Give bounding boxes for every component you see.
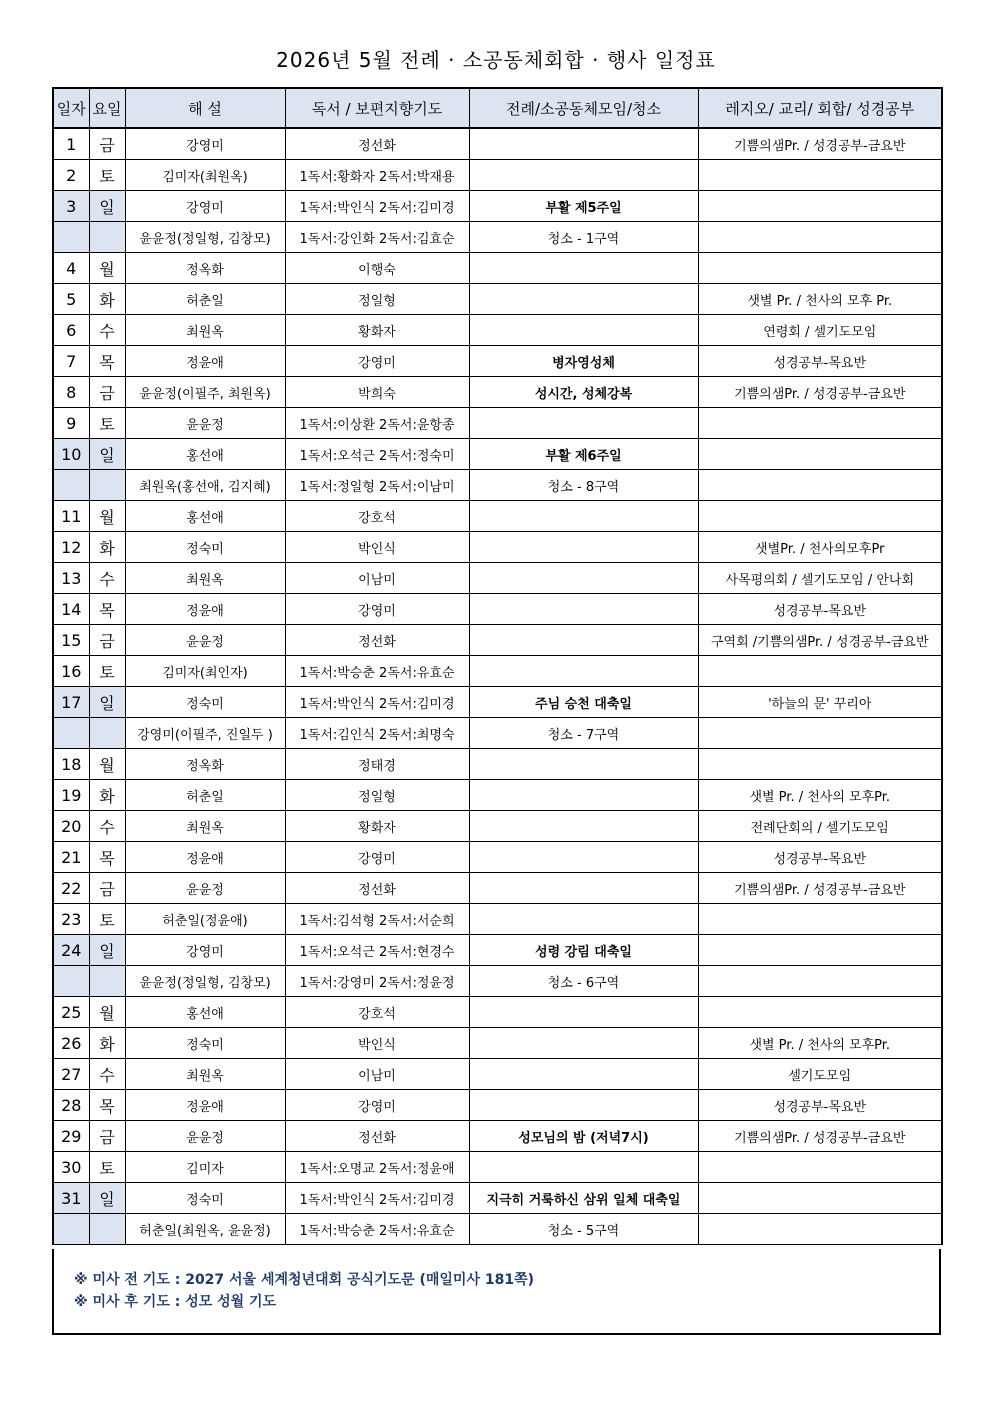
liturgy-cell <box>469 594 698 625</box>
weekday-cell <box>89 222 125 253</box>
prayer-after-mass: ※ 미사 후 기도 : 성모 성월 기도 <box>74 1294 277 1310</box>
date-cell: 5 <box>53 284 89 315</box>
readings-cell: 정선화 <box>285 873 469 904</box>
table-row <box>53 749 942 780</box>
legio-cell: 성경공부-목요반 <box>698 1090 942 1121</box>
table-row <box>53 346 942 377</box>
weekday-cell: 수 <box>89 1059 125 1090</box>
liturgy-cell <box>469 160 698 191</box>
readings-cell: 정선화 <box>285 1121 469 1152</box>
table-row <box>53 966 942 997</box>
date-cell: 10 <box>53 439 89 470</box>
liturgy-cell <box>469 1028 698 1059</box>
liturgy-cell <box>469 749 698 780</box>
table-row <box>53 1152 942 1183</box>
table-row <box>53 811 942 842</box>
weekday-cell: 토 <box>89 656 125 687</box>
commentary-cell: 강영미 <box>125 128 285 160</box>
legio-cell: 구역회 /기쁨의샘Pr. / 성경공부-금요반 <box>698 625 942 656</box>
legio-cell <box>698 253 942 284</box>
commentary-cell: 최원옥 <box>125 563 285 594</box>
weekday-cell: 월 <box>89 997 125 1028</box>
date-cell: 29 <box>53 1121 89 1152</box>
liturgy-cell <box>469 1059 698 1090</box>
liturgy-cell: 주님 승천 대축일 <box>469 687 698 718</box>
date-cell: 2 <box>53 160 89 191</box>
commentary-cell: 강영미 <box>125 935 285 966</box>
table-row <box>53 842 942 873</box>
legio-cell <box>698 935 942 966</box>
table-row <box>53 625 942 656</box>
legio-cell <box>698 997 942 1028</box>
weekday-cell <box>89 470 125 501</box>
date-cell: 1 <box>53 128 89 160</box>
liturgy-cell: 청소 - 8구역 <box>469 470 698 501</box>
commentary-cell: 최원옥(홍선애, 김지혜) <box>125 470 285 501</box>
commentary-cell: 정옥화 <box>125 253 285 284</box>
commentary-cell: 강영미(이필주, 진일두 ) <box>125 718 285 749</box>
commentary-cell: 정윤애 <box>125 594 285 625</box>
legio-cell: 기쁨의샘Pr. / 성경공부-금요반 <box>698 873 942 904</box>
date-cell: 11 <box>53 501 89 532</box>
date-cell: 26 <box>53 1028 89 1059</box>
commentary-cell: 허춘일 <box>125 780 285 811</box>
weekday-cell: 수 <box>89 315 125 346</box>
weekday-cell: 목 <box>89 594 125 625</box>
date-cell <box>53 1214 89 1245</box>
liturgy-cell <box>469 842 698 873</box>
date-cell: 31 <box>53 1183 89 1214</box>
legio-cell <box>698 222 942 253</box>
date-cell: 7 <box>53 346 89 377</box>
date-cell <box>53 470 89 501</box>
commentary-cell: 홍선애 <box>125 997 285 1028</box>
readings-cell: 황화자 <box>285 315 469 346</box>
table-row <box>53 687 942 718</box>
weekday-cell: 일 <box>89 1183 125 1214</box>
table-row <box>53 284 942 315</box>
liturgy-cell <box>469 873 698 904</box>
header-readings: 독서 / 보편지향기도 <box>285 88 469 128</box>
readings-cell: 1독서:강인화 2독서:김효순 <box>285 222 469 253</box>
commentary-cell: 윤윤정 <box>125 1121 285 1152</box>
commentary-cell: 정숙미 <box>125 1028 285 1059</box>
table-row <box>53 656 942 687</box>
table-row <box>53 904 942 935</box>
readings-cell: 정일형 <box>285 780 469 811</box>
weekday-cell: 월 <box>89 501 125 532</box>
liturgy-cell: 부활 제5주일 <box>469 191 698 222</box>
date-cell: 15 <box>53 625 89 656</box>
legio-cell: 성경공부-목요반 <box>698 594 942 625</box>
liturgy-cell <box>469 128 698 160</box>
legio-cell <box>698 749 942 780</box>
readings-cell: 1독서:김인식 2독서:최명숙 <box>285 718 469 749</box>
commentary-cell: 윤윤정 <box>125 408 285 439</box>
readings-cell: 1독서:박인식 2독서:김미경 <box>285 1183 469 1214</box>
weekday-cell <box>89 1214 125 1245</box>
commentary-cell: 허춘일(정윤애) <box>125 904 285 935</box>
date-cell: 3 <box>53 191 89 222</box>
commentary-cell: 정숙미 <box>125 687 285 718</box>
liturgy-cell: 지극히 거룩하신 삼위 일체 대축일 <box>469 1183 698 1214</box>
table-row <box>53 1028 942 1059</box>
readings-cell: 강영미 <box>285 842 469 873</box>
legio-cell <box>698 718 942 749</box>
weekday-cell: 금 <box>89 625 125 656</box>
weekday-cell: 월 <box>89 253 125 284</box>
legio-cell <box>698 470 942 501</box>
table-row <box>53 1090 942 1121</box>
liturgy-cell: 성시간, 성체강복 <box>469 377 698 408</box>
weekday-cell: 금 <box>89 128 125 160</box>
readings-cell: 1독서:박인식 2독서:김미경 <box>285 191 469 222</box>
table-row <box>53 128 942 160</box>
weekday-cell: 화 <box>89 1028 125 1059</box>
liturgy-cell: 부활 제6주일 <box>469 439 698 470</box>
weekday-cell: 화 <box>89 532 125 563</box>
date-cell: 17 <box>53 687 89 718</box>
readings-cell: 1독서:오석근 2독서:현경수 <box>285 935 469 966</box>
date-cell: 9 <box>53 408 89 439</box>
readings-cell: 강영미 <box>285 1090 469 1121</box>
date-cell: 30 <box>53 1152 89 1183</box>
date-cell: 21 <box>53 842 89 873</box>
header-commentary: 해 설 <box>125 88 285 128</box>
legio-cell: 사목평의회 / 셀기도모임 / 안나회 <box>698 563 942 594</box>
commentary-cell: 정숙미 <box>125 1183 285 1214</box>
date-cell: 14 <box>53 594 89 625</box>
table-row <box>53 160 942 191</box>
date-cell: 23 <box>53 904 89 935</box>
legio-cell: '하늘의 문' 꾸리아 <box>698 687 942 718</box>
readings-cell: 정태경 <box>285 749 469 780</box>
date-cell: 18 <box>53 749 89 780</box>
date-cell: 8 <box>53 377 89 408</box>
readings-cell: 황화자 <box>285 811 469 842</box>
date-cell: 19 <box>53 780 89 811</box>
liturgy-cell: 청소 - 5구역 <box>469 1214 698 1245</box>
schedule-table-wrapper <box>52 87 941 1245</box>
table-row <box>53 439 942 470</box>
weekday-cell: 일 <box>89 439 125 470</box>
date-cell: 22 <box>53 873 89 904</box>
date-cell: 27 <box>53 1059 89 1090</box>
legio-cell <box>698 904 942 935</box>
table-row <box>53 935 942 966</box>
readings-cell: 이남미 <box>285 1059 469 1090</box>
liturgy-cell <box>469 656 698 687</box>
weekday-cell: 수 <box>89 563 125 594</box>
commentary-cell: 정숙미 <box>125 532 285 563</box>
readings-cell: 1독서:정일형 2독서:이남미 <box>285 470 469 501</box>
header-weekday: 요일 <box>89 88 125 128</box>
date-cell: 4 <box>53 253 89 284</box>
legio-cell: 샛별 Pr. / 천사의 모후 Pr. <box>698 284 942 315</box>
table-row <box>53 873 942 904</box>
commentary-cell: 윤윤정 <box>125 873 285 904</box>
weekday-cell: 수 <box>89 811 125 842</box>
legio-cell <box>698 501 942 532</box>
liturgy-cell <box>469 253 698 284</box>
commentary-cell: 최원옥 <box>125 315 285 346</box>
legio-cell: 전례단회의 / 셀기도모임 <box>698 811 942 842</box>
date-cell: 28 <box>53 1090 89 1121</box>
liturgy-cell: 청소 - 6구역 <box>469 966 698 997</box>
readings-cell: 박인식 <box>285 1028 469 1059</box>
weekday-cell: 금 <box>89 1121 125 1152</box>
commentary-cell: 최원옥 <box>125 811 285 842</box>
date-cell: 16 <box>53 656 89 687</box>
date-cell: 25 <box>53 997 89 1028</box>
legio-cell: 기쁨의샘Pr. / 성경공부-금요반 <box>698 128 942 160</box>
readings-cell: 1독서:황화자 2독서:박재용 <box>285 160 469 191</box>
liturgy-cell <box>469 780 698 811</box>
readings-cell: 정선화 <box>285 128 469 160</box>
legio-cell <box>698 1183 942 1214</box>
commentary-cell: 윤윤정(정일형, 김창모) <box>125 966 285 997</box>
readings-cell: 1독서:오명교 2독서:정윤애 <box>285 1152 469 1183</box>
table-row <box>53 377 942 408</box>
readings-cell: 강영미 <box>285 346 469 377</box>
weekday-cell: 토 <box>89 1152 125 1183</box>
readings-cell: 1독서:이상환 2독서:윤항종 <box>285 408 469 439</box>
weekday-cell <box>89 718 125 749</box>
readings-cell: 1독서:박인식 2독서:김미경 <box>285 687 469 718</box>
date-cell <box>53 718 89 749</box>
weekday-cell: 일 <box>89 687 125 718</box>
weekday-cell: 토 <box>89 408 125 439</box>
legio-cell: 기쁨의샘Pr. / 성경공부-금요반 <box>698 1121 942 1152</box>
liturgy-cell: 청소 - 1구역 <box>469 222 698 253</box>
prayer-before-mass: ※ 미사 전 기도 : 2027 서울 세계청년대회 공식기도문 (매일미사 181쪽) <box>74 1272 534 1288</box>
commentary-cell: 윤윤정(정일형, 김창모) <box>125 222 285 253</box>
liturgy-cell <box>469 532 698 563</box>
table-row <box>53 780 942 811</box>
table-row <box>53 594 942 625</box>
header-legio: 레지오/ 교리/ 회합/ 성경공부 <box>698 88 942 128</box>
table-row <box>53 532 942 563</box>
readings-cell: 1독서:박승춘 2독서:유효순 <box>285 656 469 687</box>
legio-cell <box>698 408 942 439</box>
table-row <box>53 191 942 222</box>
weekday-cell <box>89 966 125 997</box>
table-row <box>53 501 942 532</box>
commentary-cell: 강영미 <box>125 191 285 222</box>
weekday-cell: 목 <box>89 842 125 873</box>
weekday-cell: 화 <box>89 780 125 811</box>
legio-cell: 셀기도모임 <box>698 1059 942 1090</box>
legio-cell <box>698 656 942 687</box>
readings-cell: 1독서:박승춘 2독서:유효순 <box>285 1214 469 1245</box>
table-body <box>53 128 942 1245</box>
readings-cell: 강호석 <box>285 997 469 1028</box>
readings-cell: 정선화 <box>285 625 469 656</box>
legio-cell <box>698 439 942 470</box>
liturgy-cell: 병자영성체 <box>469 346 698 377</box>
weekday-cell: 금 <box>89 377 125 408</box>
liturgy-cell <box>469 315 698 346</box>
liturgy-cell <box>469 625 698 656</box>
commentary-cell: 허춘일(최원옥, 윤윤정) <box>125 1214 285 1245</box>
commentary-cell: 정윤애 <box>125 842 285 873</box>
readings-cell: 이행숙 <box>285 253 469 284</box>
readings-cell: 정일형 <box>285 284 469 315</box>
legio-cell: 성경공부-목요반 <box>698 346 942 377</box>
legio-cell <box>698 1214 942 1245</box>
liturgy-cell <box>469 997 698 1028</box>
readings-cell: 박인식 <box>285 532 469 563</box>
legio-cell <box>698 966 942 997</box>
table-row <box>53 1214 942 1245</box>
liturgy-cell: 청소 - 7구역 <box>469 718 698 749</box>
weekday-cell: 금 <box>89 873 125 904</box>
commentary-cell: 정옥화 <box>125 749 285 780</box>
date-cell: 13 <box>53 563 89 594</box>
legio-cell <box>698 1152 942 1183</box>
date-cell: 24 <box>53 935 89 966</box>
liturgy-cell <box>469 501 698 532</box>
liturgy-cell <box>469 1090 698 1121</box>
date-cell: 6 <box>53 315 89 346</box>
weekday-cell: 목 <box>89 1090 125 1121</box>
readings-cell: 강호석 <box>285 501 469 532</box>
schedule-table <box>52 87 943 1245</box>
readings-cell: 이남미 <box>285 563 469 594</box>
liturgy-cell <box>469 1152 698 1183</box>
legio-cell <box>698 160 942 191</box>
table-row <box>53 315 942 346</box>
commentary-cell: 윤윤정 <box>125 625 285 656</box>
weekday-cell: 화 <box>89 284 125 315</box>
legio-cell: 샛별Pr. / 천사의모후Pr <box>698 532 942 563</box>
table-row <box>53 718 942 749</box>
table-row <box>53 222 942 253</box>
liturgy-cell <box>469 408 698 439</box>
table-row <box>53 563 942 594</box>
date-cell: 20 <box>53 811 89 842</box>
readings-cell: 1독서:오석근 2독서:정숙미 <box>285 439 469 470</box>
table-header-row <box>53 88 942 128</box>
commentary-cell: 정윤애 <box>125 1090 285 1121</box>
commentary-cell: 홍선애 <box>125 501 285 532</box>
commentary-cell: 최원옥 <box>125 1059 285 1090</box>
commentary-cell: 정윤애 <box>125 346 285 377</box>
date-cell <box>53 966 89 997</box>
liturgy-cell: 성령 강림 대축일 <box>469 935 698 966</box>
weekday-cell: 일 <box>89 935 125 966</box>
legio-cell: 샛별 Pr. / 천사의 모후Pr. <box>698 1028 942 1059</box>
commentary-cell: 김미자(최원옥) <box>125 160 285 191</box>
readings-cell: 1독서:강영미 2독서:정윤정 <box>285 966 469 997</box>
table-row <box>53 470 942 501</box>
legio-cell: 샛별 Pr. / 천사의 모후Pr. <box>698 780 942 811</box>
table-row <box>53 1183 942 1214</box>
legio-cell: 연령회 / 셀기도모임 <box>698 315 942 346</box>
commentary-cell: 허춘일 <box>125 284 285 315</box>
table-row <box>53 997 942 1028</box>
page-title: 2026년 5월 전례 · 소공동체회합 · 행사 일정표 <box>276 48 716 72</box>
header-date: 일자 <box>53 88 89 128</box>
table-row <box>53 1059 942 1090</box>
liturgy-cell <box>469 284 698 315</box>
commentary-cell: 김미자(최인자) <box>125 656 285 687</box>
table-row <box>53 253 942 284</box>
weekday-cell: 토 <box>89 904 125 935</box>
commentary-cell: 윤윤정(이필주, 최원옥) <box>125 377 285 408</box>
weekday-cell: 월 <box>89 749 125 780</box>
readings-cell: 박희숙 <box>285 377 469 408</box>
liturgy-cell: 성모님의 밤 (저녁7시) <box>469 1121 698 1152</box>
legio-cell: 성경공부-목요반 <box>698 842 942 873</box>
commentary-cell: 홍선애 <box>125 439 285 470</box>
legio-cell <box>698 191 942 222</box>
legio-cell: 기쁨의샘Pr. / 성경공부-금요반 <box>698 377 942 408</box>
header-liturgy: 전례/소공동체모임/청소 <box>469 88 698 128</box>
commentary-cell: 김미자 <box>125 1152 285 1183</box>
readings-cell: 강영미 <box>285 594 469 625</box>
table-row <box>53 408 942 439</box>
date-cell <box>53 222 89 253</box>
liturgy-cell <box>469 811 698 842</box>
weekday-cell: 토 <box>89 160 125 191</box>
readings-cell: 1독서:김석형 2독서:서순희 <box>285 904 469 935</box>
table-row <box>53 1121 942 1152</box>
weekday-cell: 일 <box>89 191 125 222</box>
liturgy-cell <box>469 904 698 935</box>
liturgy-cell <box>469 563 698 594</box>
date-cell: 12 <box>53 532 89 563</box>
weekday-cell: 목 <box>89 346 125 377</box>
prayer-notes <box>52 1249 941 1335</box>
